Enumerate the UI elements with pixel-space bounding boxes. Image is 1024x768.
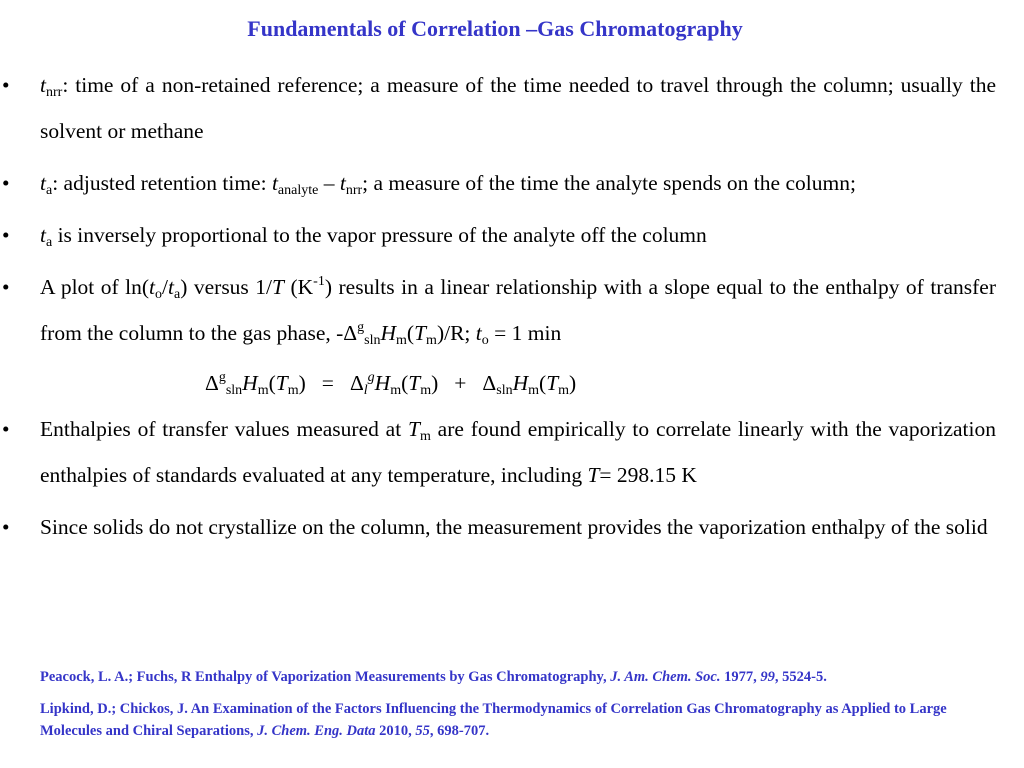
references xyxy=(40,666,996,752)
reference-peacock: Peacock, L. A.; Fuchs, R Enthalpy of Vaporization Measurements by Gas Chromatography, J. Am. Chem. Soc. 1977, 99, 5524-5. xyxy=(40,669,827,685)
bullet-list xyxy=(0,62,1024,556)
reference-lipkind: Lipkind, D.; Chickos, J. An Examination of the Factors Influencing the Thermodynamics of Correlation Gas Chromatography as Applied to Large Molecules and Chiral Separations, J. Chem. Eng. Data 2010, 55, 698-707. xyxy=(40,701,947,739)
bullet-linear-plot: • A plot of $\ln(t_o/t_a)$ versus 1/T $(K^{-1})$ results in a linear relationship with a slope equal to the enthalpy of transfer from the column to the gas phase, $-\Delta^g_{sln}H_m(T_m)/R$; $t_o = 1$ min xyxy=(40,264,996,356)
bullet-enthalpies-of-transfer: • Enthalpies of transfer values measured at $T_m$ are found empirically to correlate linearly with the vaporization enthalpies of standards evaluated at any temperature, including T= 298.15 K xyxy=(40,406,996,498)
enthalpy-equation: $\Delta^g_{sln}H_m(T_m) = \Delta_l^gH_m(T_m) + \Delta_{sln}H_m(T_m)$ xyxy=(205,370,577,398)
slide-title: Fundamentals of Correlation –Gas Chromatography xyxy=(247,16,743,41)
bullet-icon: • xyxy=(2,223,10,247)
bullet-icon: • xyxy=(2,73,10,97)
bullet-icon: • xyxy=(2,275,10,299)
bullet-icon: • xyxy=(2,515,10,539)
bullet-solids: • Since solids do not crystallize on the column, the measurement provides the vaporization enthalpy of the solid xyxy=(40,504,996,550)
bullet-nrr-definition: • $t_{nrr}$: time of a non-retained reference; a measure of the time needed to travel through the column; usually the solvent or methane xyxy=(40,62,996,154)
bullet-adjusted-retention-time: • $t_a$: adjusted retention time: $t_{analyte} - t_{nrr}$; a measure of the time the analyte spends on the column; xyxy=(40,160,996,206)
bullet-vapor-pressure: • $t_a$ is inversely proportional to the vapor pressure of the analyte off the column xyxy=(40,212,996,258)
bullet-icon: • xyxy=(2,417,10,441)
bullet-icon: • xyxy=(2,171,10,195)
